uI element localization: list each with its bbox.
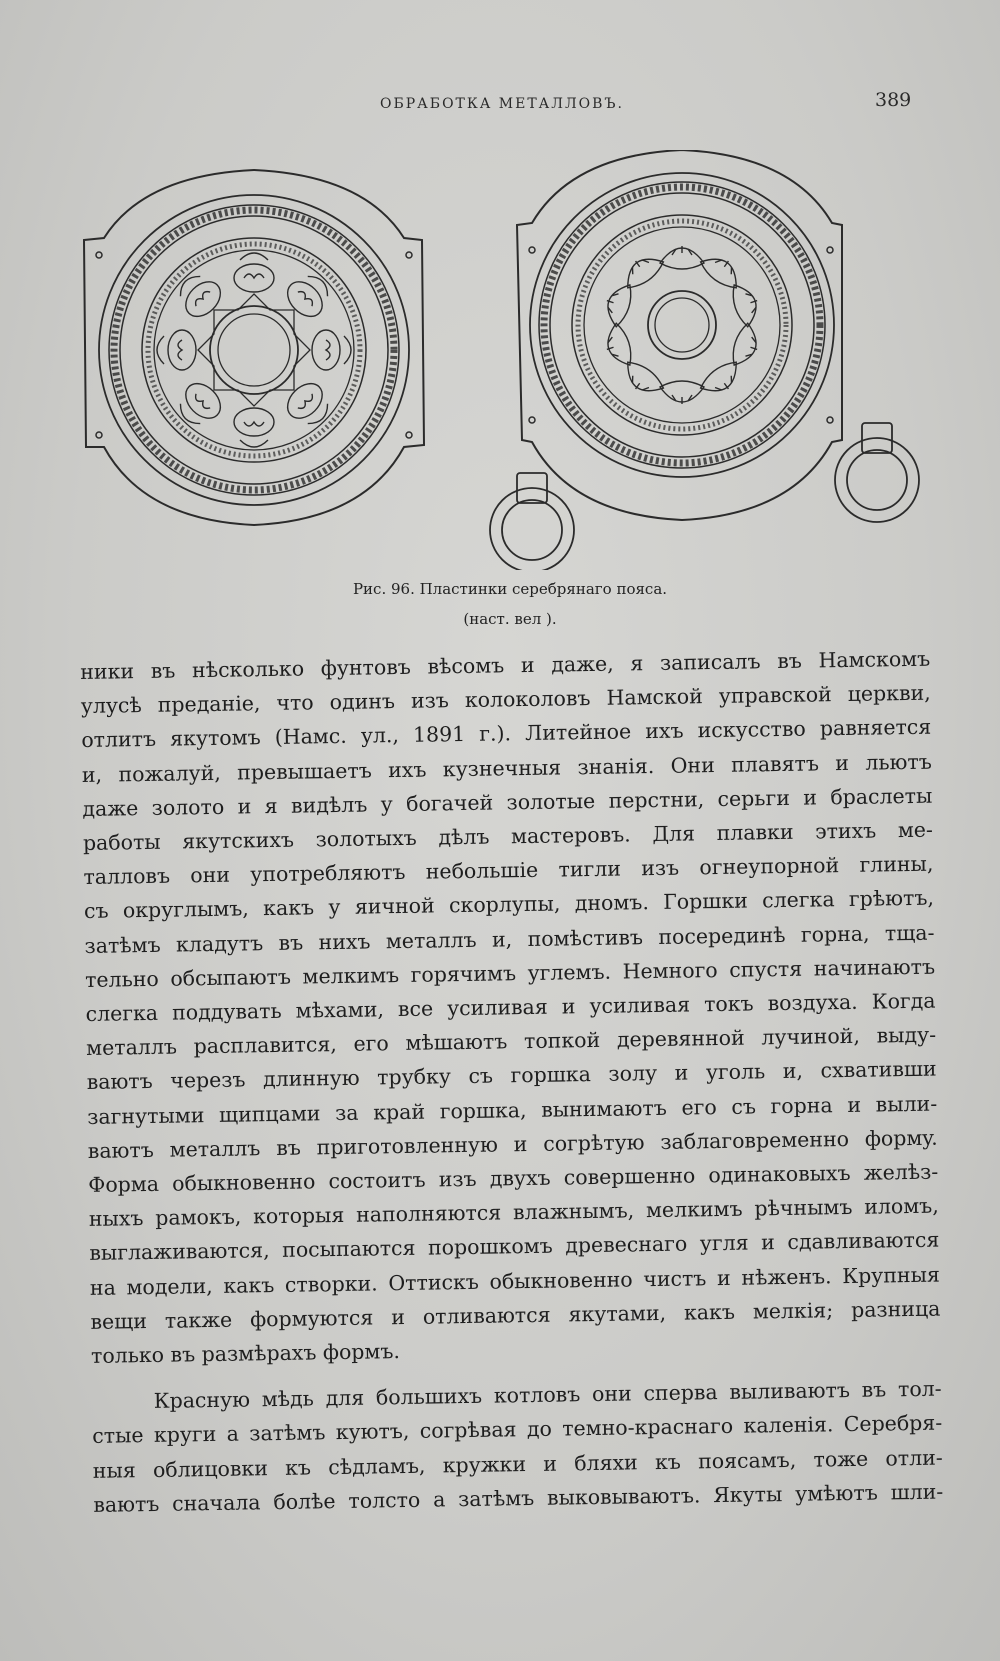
text-line: отлитъ якутомъ (Намс. ул., 1891 г.). Литейное ихъ искусство равняется (81, 715, 932, 753)
text-line: выглаживаются, посыпаются порошкомъ древеснаго угля и сдавливаются (89, 1228, 940, 1266)
belt-plates-illustration (82, 150, 924, 570)
left-belt-plate (84, 170, 424, 525)
text-line: тельно обсыпаютъ мелкимъ горячимъ углемъ. Немного спустя начинаютъ (84, 954, 936, 992)
text-line: улусѣ преданіе, что одинъ изъ колоколовъ Намской управской церкви, (80, 680, 931, 719)
text-line: слегка поддувать мѣхами, все усиливая и усиливая токъ воздуха. Когда (85, 988, 936, 1026)
text-line: вещи также формуются и отливаются якутами, какъ мелкія; разница (90, 1296, 941, 1334)
running-title: ОБРАБОТКА МЕТАЛЛОВЪ. (380, 96, 624, 112)
text-line: съ округлымъ, какъ у яичной скорлупы, дномъ. Горшки слегка грѣютъ, (83, 886, 935, 924)
paragraph-2 (91, 1372, 943, 1522)
page-number: 389 (875, 89, 912, 111)
paragraph-1 (80, 642, 941, 1374)
text-line: только въ размѣрахъ формъ. (90, 1339, 401, 1368)
text-line: металлъ расплавится, его мѣшаютъ топкой деревянной лучиной, выду- (85, 1022, 937, 1061)
figure-caption (0, 574, 1000, 634)
right-ring (835, 423, 919, 522)
caption-line-1: Рис. 96. Пластинки серебрянаго пояса. (352, 580, 668, 598)
body-text (80, 642, 944, 1522)
text-line: загнутыми щипцами за край горшка, вынимаютъ его съ горна и выли- (87, 1091, 938, 1129)
figure-belt-plates (82, 150, 924, 570)
text-line: даже золото и я видѣлъ у богачей золотые перстни, серьги и браслеты (82, 783, 933, 821)
text-line: затѣмъ кладутъ въ нихъ металлъ и, помѣстивъ посерединѣ горна, тща- (84, 920, 935, 958)
text-line: работы якутскихъ золотыхъ дѣлъ мастеровъ. Для плавки этихъ ме- (82, 817, 934, 855)
text-line: ваютъ черезъ длинную трубку съ горшка золу и уголь и, схвативши (86, 1057, 937, 1095)
text-line: Красную мѣдь для большихъ котловъ они сперва выливаютъ въ тол- (153, 1376, 942, 1414)
text-line: ныя облицовки къ сѣдламъ, кружки и бляхи къ поясамъ, тоже отли- (92, 1445, 943, 1483)
right-belt-plate (490, 150, 919, 570)
caption-line-2: (наст. вел ). (463, 610, 557, 628)
text-line: ваютъ сначала болѣе толсто а затѣмъ выковываютъ. Якуты умѣютъ шли- (93, 1479, 944, 1517)
text-line: ныхъ рамокъ, которыя наполняются влажнымъ, мелкимъ рѣчнымъ иломъ, (88, 1193, 939, 1232)
text-line: ваютъ металлъ въ приготовленную и согрѣтую заблаговременно формy. (87, 1125, 938, 1163)
text-line: на модели, какъ створки. Оттискъ обыкновенно чистъ и нѣженъ. Крупныя (89, 1262, 941, 1300)
text-line: стые круги а затѣмъ куютъ, согрѣвая до темно-краснаго каленія. Серебря- (92, 1411, 943, 1449)
text-line: Форма обыкновенно состоитъ изъ двухъ совершенно одинаковыхъ желѣз- (88, 1159, 939, 1197)
text-line: и, пожалуй, превышаетъ ихъ кузнечныя знанія. Они плавятъ и льютъ (81, 749, 932, 787)
text-line: талловъ они употребляютъ небольшіе тигли изъ огнеупорной глины, (83, 851, 934, 890)
text-line: ники въ нѣсколько фунтовъ вѣсомъ и даже, я записалъ въ Намскомъ (80, 646, 931, 684)
left-ring (490, 473, 574, 570)
